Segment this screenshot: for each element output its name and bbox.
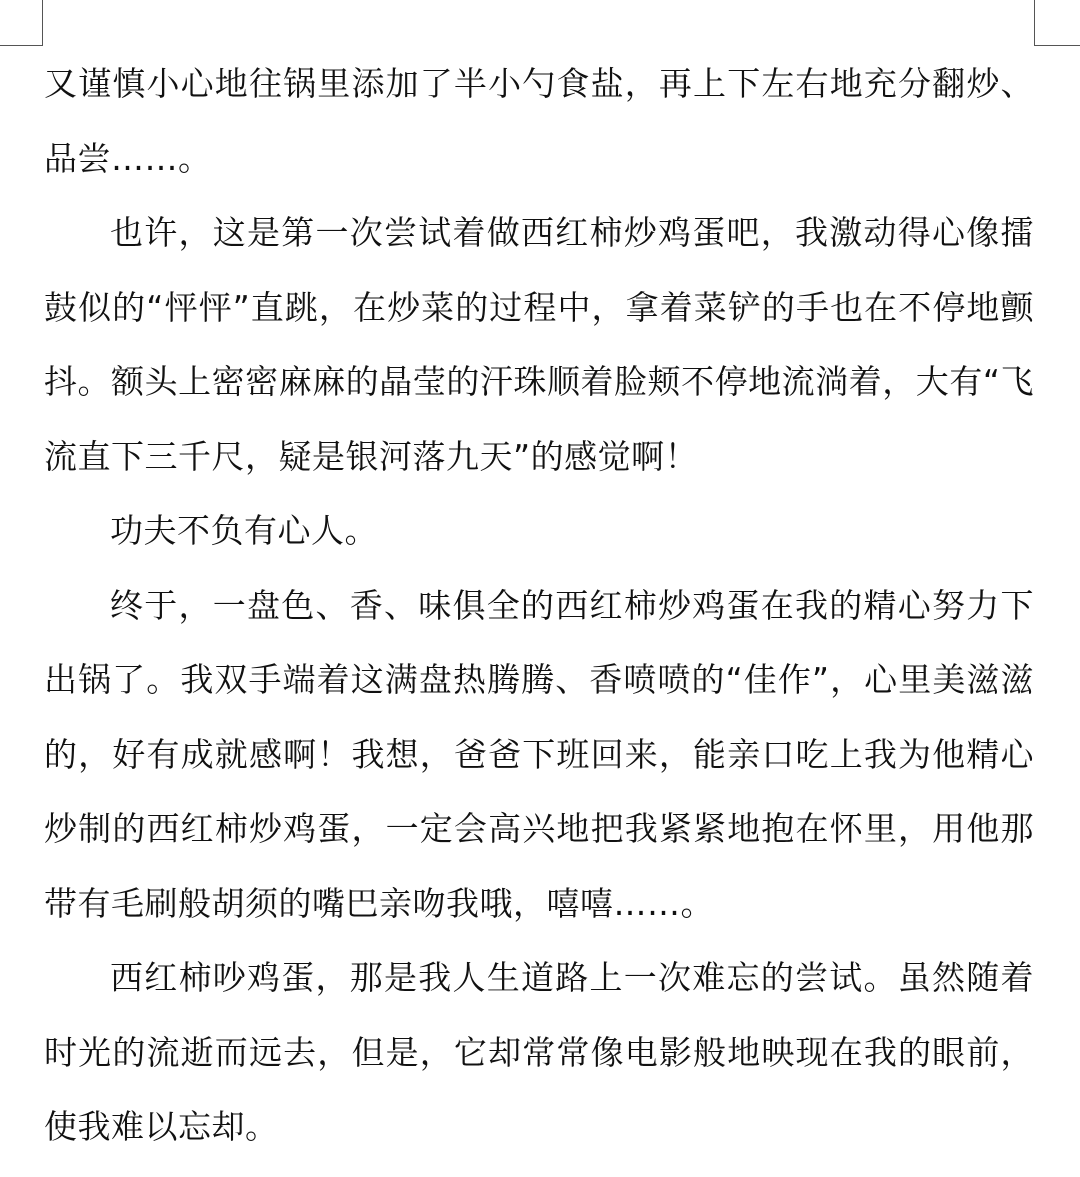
paragraph-1: 又谨慎小心地往锅里添加了半小勺食盐，再上下左右地充分翻炒、品尝……。 [44, 64, 1034, 178]
page-corner-mark-top-left [0, 0, 43, 46]
paragraph-4: 终于，一盘色、香、味俱全的西红柿炒鸡蛋在我的精心努力下出锅了。我双手端着这满盘热腾腾、香喷喷的“佳作”，心里美滋滋的，好有成就感啊！我想，爸爸下班回来，能亲口吃上我为他精心炒制的西红柿炒鸡蛋，一定会高兴地把我紧紧地抱在怀里，用他那带有毛刷般胡须的嘴巴亲吻我哦，嘻嘻……。 [44, 585, 1034, 923]
paragraph-5: 西红柿吵鸡蛋，那是我人生道路上一次难忘的尝试。虽然随着时光的流逝而远去，但是，它却常常像电影般地映现在我的眼前，使我难以忘却。 [44, 958, 1034, 1146]
paragraph-3: 功夫不负有心人。 [110, 511, 378, 550]
document-body [44, 47, 1034, 1165]
paragraph-2: 也许，这是第一次尝试着做西红柿炒鸡蛋吧，我激动得心像擂鼓似的“怦怦”直跳，在炒菜的过程中，拿着菜铲的手也在不停地颤抖。额头上密密麻麻的晶莹的汗珠顺着脸颊不停地流淌着，大有“飞流直下三千尺，疑是银河落九天”的感觉啊！ [44, 213, 1034, 476]
page-corner-mark-top-right [1034, 0, 1080, 46]
